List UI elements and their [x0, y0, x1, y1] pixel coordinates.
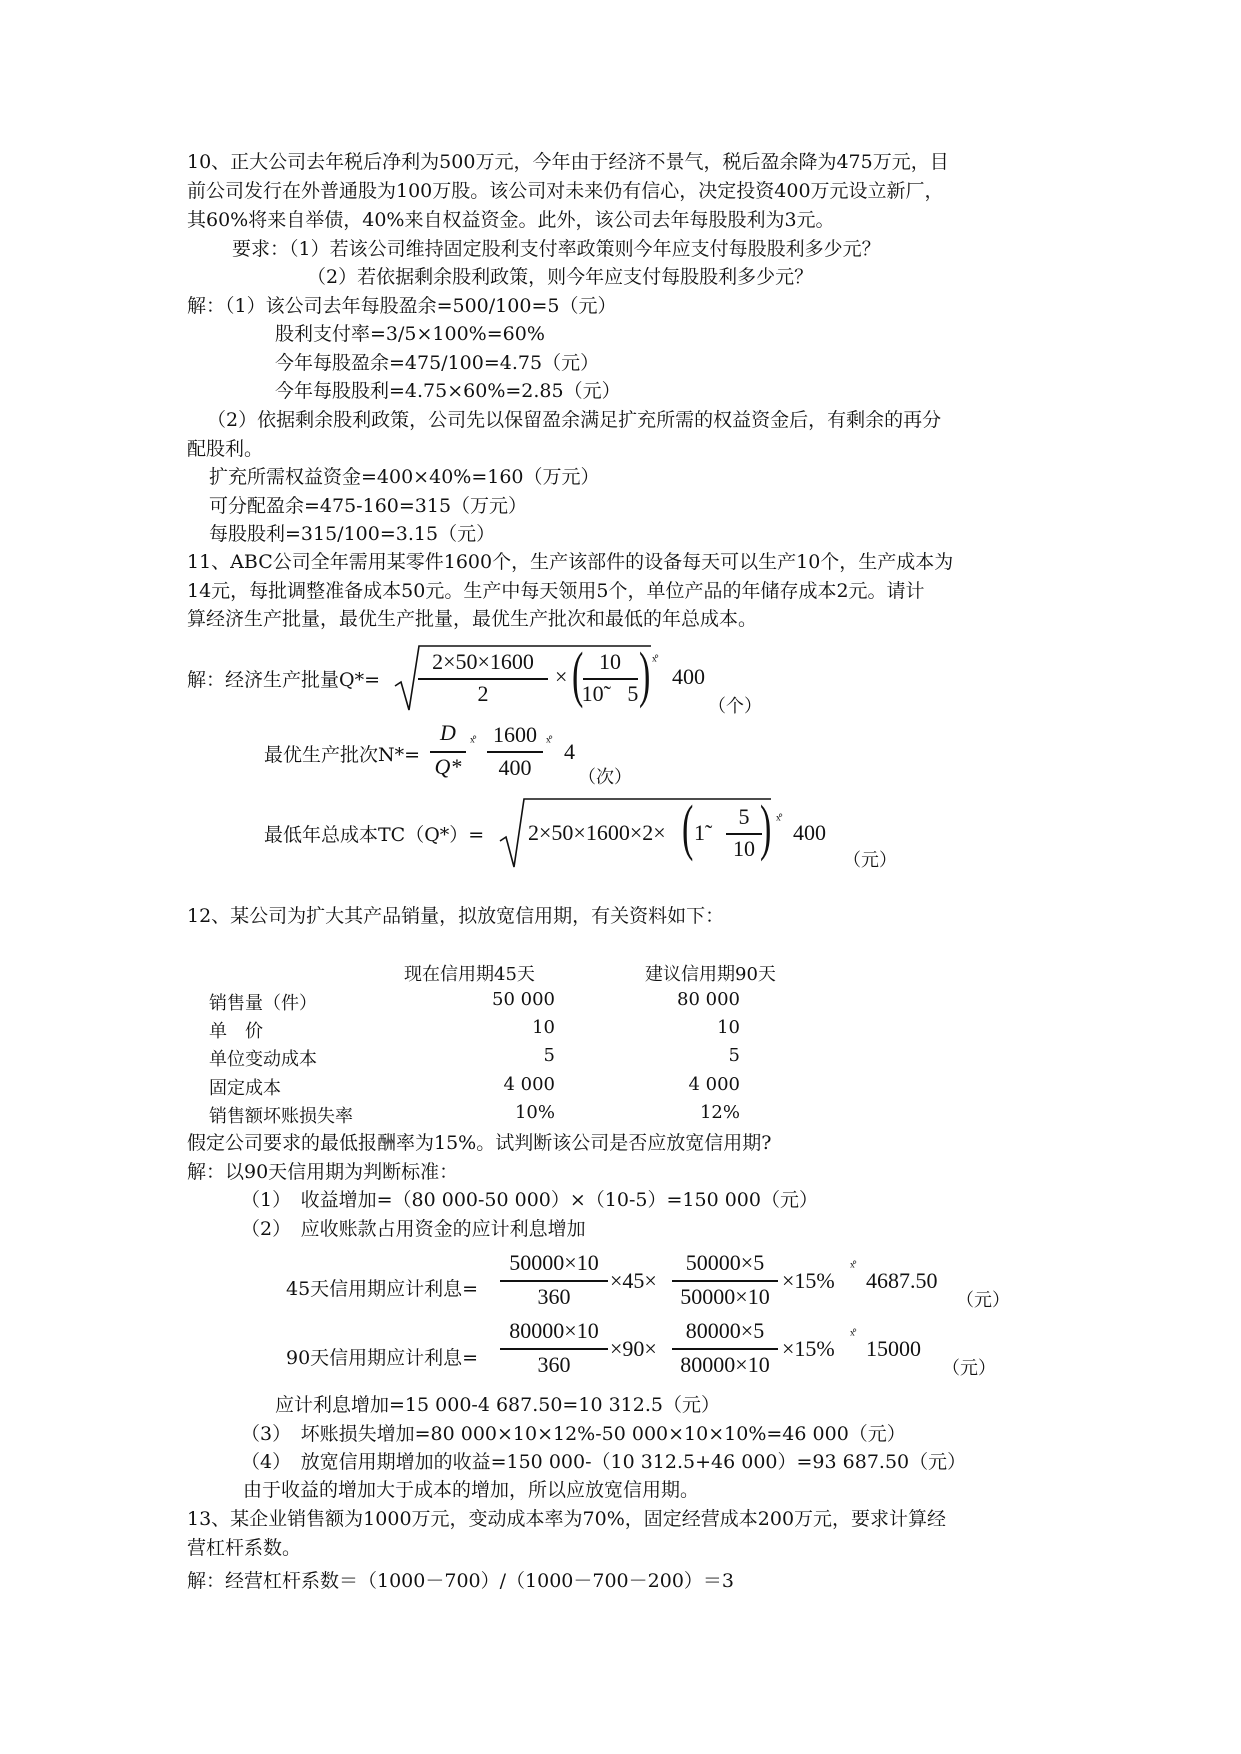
eoq-inner-bar	[583, 678, 638, 680]
eoq-fraction-bar	[418, 678, 548, 680]
q10-line-2: 前公司发行在外普通股为100万股。该公司对未来仍有信心，决定投资400万元设立新厂，	[187, 180, 944, 202]
interest-90-unit: （元）	[942, 1358, 996, 1379]
table-row-label: 销售量（件）	[209, 993, 317, 1014]
interest-45-num1: 50000×10	[509, 1250, 599, 1275]
q12-line-1: 12、某公司为扩大其产品销量，拟放宽信用期，有关资料如下：	[187, 905, 725, 927]
times-sign: ×	[555, 664, 568, 689]
q10-solution-9: 每股股利=315/100=3.15（元）	[209, 523, 496, 545]
q10-solution-5: （2）依据剩余股利政策，公司先以保留盈余满足扩充所需的权益资金后，有剩余的再分	[207, 409, 942, 431]
interest-90-bar1	[500, 1348, 608, 1350]
interest-90-result: 15000	[866, 1336, 921, 1361]
interest-90-den2: 80000×10	[680, 1352, 770, 1377]
q12-line-2: 假定公司要求的最低报酬率为15%。试判断该公司是否应放宽信用期?	[187, 1132, 772, 1154]
total-cost-label: 最低年总成本TC（Q*）=	[264, 824, 485, 846]
interest-45-unit: （元）	[956, 1290, 1010, 1311]
q13-line-2: 营杠杆系数。	[187, 1537, 302, 1559]
table-row-label: 单位变动成本	[209, 1049, 317, 1070]
interest-90-num2: 80000×5	[685, 1318, 765, 1343]
batches-bar-1	[430, 751, 466, 753]
batches-num-d: D	[440, 720, 456, 745]
approx-sign: ˣ̊	[850, 1259, 855, 1276]
approx-sign: ˣ̊	[850, 1327, 855, 1344]
interest-45-bar2	[672, 1280, 778, 1282]
q10-solution-6: 配股利。	[187, 438, 264, 460]
interest-45-den1: 360	[537, 1284, 571, 1309]
q11-line-1: 11、ABC公司全年需用某零件1600个，生产该部件的设备每天可以生产10个，生产成本为	[187, 551, 954, 573]
interest-45-mid: ×45×	[610, 1268, 657, 1293]
q10-solution-4: 今年每股股利=4.75×60%=2.85（元）	[275, 380, 621, 402]
total-cost-unit: （元）	[843, 850, 897, 871]
table-header-current: 现在信用期45天	[404, 964, 535, 985]
table-cell: 80 000	[677, 989, 740, 1010]
table-row-label: 单 价	[209, 1021, 263, 1042]
table-cell: 10	[532, 1017, 555, 1038]
eoq-inner-numerator: 10	[599, 649, 621, 674]
batches-bar-2	[487, 751, 543, 753]
batches-label: 最优生产批次N*=	[264, 744, 421, 766]
q10-solution-8: 可分配盈余=475-160=315（万元）	[209, 495, 528, 517]
right-paren: )	[760, 794, 772, 862]
q10-requirement-1: 要求：（1）若该公司维持固定股利支付率政策则今年应支付每股股利多少元？	[232, 238, 881, 260]
q10-solution-3: 今年每股盈余=475/100=4.75（元）	[275, 352, 600, 374]
table-cell: 10	[717, 1017, 740, 1038]
eoq-unit: （个）	[708, 696, 762, 717]
total-cost-result: 400	[793, 820, 826, 845]
table-cell: 10%	[514, 1102, 555, 1123]
q12-solution-5: （3） 坏账损失增加=80 000×10×12%-50 000×10×10%=46 000（元）	[241, 1423, 906, 1445]
table-cell: 5	[728, 1045, 740, 1066]
approx-sign: ˣ̊	[652, 653, 657, 670]
right-paren: )	[639, 641, 651, 709]
table-cell: 4 000	[688, 1074, 740, 1095]
approx-sign: ˣ̊	[470, 734, 475, 751]
q12-solution-2: （1） 收益增加=（80 000-50 000）×（10-5）=150 000（元）	[241, 1189, 818, 1211]
eoq-denominator: 2	[477, 681, 489, 706]
total-cost-numerator: 5	[738, 804, 750, 829]
total-cost-bar	[726, 833, 762, 835]
interest-45-label: 45天信用期应计利息=	[286, 1278, 479, 1300]
batches-num-1600: 1600	[493, 722, 537, 747]
q10-requirement-2: （2）若依据剩余股利政策，则今年应支付每股股利多少元？	[307, 266, 814, 288]
q12-solution-4: 应计利息增加=15 000-4 687.50=10 312.5（元）	[275, 1394, 720, 1416]
batches-den-q: Q*	[434, 754, 462, 779]
table-cell: 50 000	[492, 989, 555, 1010]
q11-line-2: 14元，每批调整准备成本50元。生产中每天领用5个，单位产品的年储存成本2元。请计	[187, 580, 925, 602]
interest-90-tail: ×15%	[782, 1336, 835, 1361]
q13-solution-1: 解：经营杠杆系数＝（1000－700）/（1000－700－200）＝3	[187, 1570, 734, 1592]
q10-line-3: 其60%将来自举债，40%来自权益资金。此外，该公司去年每股股利为3元。	[187, 209, 835, 231]
approx-sign: ˣ̊	[776, 812, 781, 829]
q11-line-3: 算经济生产批量，最优生产批量，最优生产批次和最低的年总成本。	[187, 608, 758, 630]
interest-90-label: 90天信用期应计利息=	[286, 1347, 479, 1369]
q12-solution-1: 解：以90天信用期为判断标准：	[187, 1161, 459, 1183]
interest-45-den2: 50000×10	[680, 1284, 770, 1309]
table-row-label: 固定成本	[209, 1078, 281, 1099]
interest-45-bar1	[500, 1280, 608, 1282]
interest-90-den1: 360	[537, 1352, 571, 1377]
total-cost-body: 2×50×1600×2×	[528, 820, 666, 845]
table-cell: 4 000	[503, 1074, 555, 1095]
table-row-label: 销售额坏账损失率	[209, 1106, 353, 1127]
total-cost-denominator: 10	[733, 836, 755, 861]
table-cell: 5	[543, 1045, 555, 1066]
q13-line-1: 13、某企业销售额为1000万元，变动成本率为70%，固定经营成本200万元，要求计算经	[187, 1508, 947, 1530]
eoq-numerator: 2×50×1600	[432, 649, 534, 674]
q10-solution-2: 股利支付率=3/5×100%=60%	[275, 323, 545, 345]
eoq-label: 解：经济生产批量Q*=	[187, 669, 380, 691]
interest-45-tail: ×15%	[782, 1268, 835, 1293]
eoq-result: 400	[672, 664, 705, 689]
interest-45-result: 4687.50	[866, 1268, 938, 1293]
interest-90-bar2	[672, 1348, 778, 1350]
interest-90-mid: ×90×	[610, 1336, 657, 1361]
q12-solution-6: （4） 放宽信用期增加的收益=150 000-（10 312.5+46 000）=93 687.50（元）	[241, 1451, 967, 1473]
q10-solution-7: 扩充所需权益资金=400×40%=160（万元）	[209, 466, 600, 488]
total-cost-one: 1̃	[694, 820, 705, 845]
q12-solution-3: （2） 应收账款占用资金的应计利息增加	[241, 1218, 586, 1240]
batches-den-400: 400	[498, 755, 532, 780]
table-header-proposed: 建议信用期90天	[645, 964, 776, 985]
table-cell: 12%	[699, 1102, 740, 1123]
batches-unit: （次）	[578, 767, 632, 788]
interest-45-num2: 50000×5	[685, 1250, 765, 1275]
batches-result: 4	[564, 739, 575, 764]
q12-solution-7: 由于收益的增加大于成本的增加，所以应放宽信用期。	[243, 1479, 700, 1501]
q10-solution-1: 解：（1）该公司去年每股盈余=500/100=5（元）	[187, 295, 617, 317]
left-paren: (	[682, 794, 694, 862]
approx-sign: ˣ̊	[546, 734, 551, 751]
interest-90-num1: 80000×10	[509, 1318, 599, 1343]
left-paren: (	[572, 641, 584, 709]
eoq-inner-denominator: 10˜ 5	[581, 681, 639, 706]
q10-line-1: 10、正大公司去年税后净利为500万元，今年由于经济不景气，税后盈余降为475万元，目	[187, 151, 949, 173]
